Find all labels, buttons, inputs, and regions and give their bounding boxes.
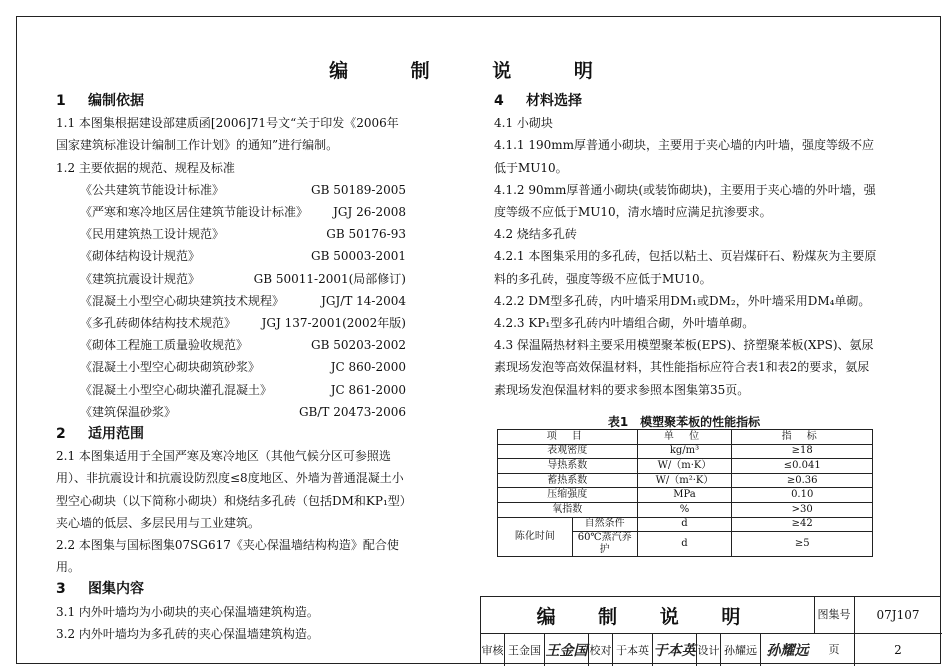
standard-item: 《民用建筑热工设计规范》 GB 50176-93 bbox=[80, 227, 406, 242]
aging-label: 陈化时间 bbox=[498, 517, 573, 557]
signature-row bbox=[481, 633, 814, 666]
section-3-heading: 3 图集内容 bbox=[56, 581, 144, 598]
page-title: 编 制 说 明 bbox=[329, 60, 621, 82]
header-index: 指 标 bbox=[732, 430, 873, 445]
para-1-1: 1.1 本图集根据建设部建质函[2006]71号文“关于印发《2006年国家建筑标准设计编制工作计划》的通知”进行编制。 bbox=[56, 116, 399, 153]
atlas-number-label: 图集号 bbox=[814, 597, 855, 633]
checker-name: 于本英 bbox=[613, 634, 653, 666]
check-label: 校对 bbox=[589, 634, 613, 666]
designer-signature: 孙耀远 bbox=[766, 643, 809, 659]
checker-signature: 于本英 bbox=[653, 634, 697, 666]
designer-name: 孙耀远 bbox=[721, 634, 761, 666]
para-4-1-1: 4.1.1 190mm厚普通小砌块，主要用于夹心墙的内叶墙，强度等级不应低于MU10。 bbox=[494, 138, 875, 175]
standard-item: 《混凝土小型空心砌块灌孔混凝土》 JC 861-2000 bbox=[80, 382, 406, 397]
header-unit: 单 位 bbox=[637, 430, 732, 445]
para-2-1: 2.1 本图集适用于全国严寒及寒冷地区（其他气候分区可参照选用）、非抗震设计和抗震设防烈度≤8度地区、外墙为普通混凝土小型空心砌块（以下简称小砌块）和烧结多孔砖（包括DM和KP₁型）夹心墙的低层、多层民用与工业建筑。 bbox=[56, 449, 406, 530]
section-1-heading: 1 编制依据 bbox=[56, 93, 144, 109]
para-4-1: 4.1 小砌块 bbox=[494, 116, 553, 131]
standard-item: 《多孔砖砌体结构技术规范》 JGJ 137-2001(2002年版) bbox=[80, 316, 406, 331]
standard-item: 《混凝土小型空心砌块砌筑砂浆》 JC 860-2000 bbox=[80, 360, 406, 375]
header-item: 项 目 bbox=[498, 430, 638, 445]
para-4-2: 4.2 烧结多孔砖 bbox=[494, 227, 577, 242]
standard-item: 《砌体结构设计规范》 GB 50003-2001 bbox=[80, 249, 406, 264]
para-4-3: 4.3 保温隔热材料主要采用模塑聚苯板(EPS)、挤塑聚苯板(XPS)、氨尿素现场发泡等高效保温材料，其性能指标应符合表1和表2的要求，氨尿素现场发泡保温材料的要求参照本图集第35页。 bbox=[494, 338, 874, 397]
standard-item: 《砌体工程施工质量验收规范》 GB 50203-2002 bbox=[80, 338, 406, 353]
para-4-2-3: 4.2.3 KP₁型多孔砖内叶墙组合砌，外叶墙单砌。 bbox=[494, 316, 755, 331]
standard-item: 《严寒和寒冷地区居住建筑节能设计标准》 JGJ 26-2008 bbox=[80, 205, 406, 220]
reviewer-name: 王金国 bbox=[505, 634, 545, 666]
atlas-number: 07J107 bbox=[876, 608, 920, 622]
review-label: 审核 bbox=[481, 634, 505, 666]
para-3-1: 3.1 内外叶墙均为小砌块的夹心保温墙建筑构造。 bbox=[56, 604, 319, 619]
standard-item: 《公共建筑节能设计标准》 GB 50189-2005 bbox=[80, 182, 406, 197]
table-row: 陈化时间 自然条件 d ≥42 bbox=[498, 517, 873, 532]
performance-table bbox=[497, 429, 873, 557]
page-label: 页 bbox=[814, 633, 855, 666]
page-number: 2 bbox=[854, 633, 942, 666]
table-row: 氧指数 % >30 bbox=[498, 502, 873, 517]
title-block-title: 编 制 说 明 bbox=[481, 597, 815, 633]
title-block bbox=[480, 596, 941, 664]
para-3-2: 3.2 内外叶墙均为多孔砖的夹心保温墙建筑构造。 bbox=[56, 626, 319, 641]
table-caption: 表1 模塑聚苯板的性能指标 bbox=[607, 415, 761, 429]
para-4-1-2: 4.1.2 90mm厚普通小砌块(或装饰砌块)，主要用于夹心墙的外叶墙，强度等级不应低于MU10，清水墙时应满足抗渗要求。 bbox=[494, 182, 876, 220]
table-row: 蓄热系数 W/（m²·K） ≥0.36 bbox=[498, 473, 873, 488]
table-row: 导热系数 W/（m·K） ≤0.041 bbox=[498, 459, 873, 474]
standard-item: 《建筑保温砂浆》 GB/T 20473-2006 bbox=[80, 404, 406, 419]
para-4-2-2: 4.2.2 DM型多孔砖，内叶墙采用DM₁或DM₂，外叶墙采用DM₄单砌。 bbox=[494, 293, 871, 308]
design-label: 设计 bbox=[697, 634, 721, 666]
para-4-2-1: 4.2.1 本图集采用的多孔砖，包括以粘土、页岩煤矸石、粉煤灰为主要原料的多孔砖，强度等级不应低于MU10。 bbox=[494, 249, 877, 286]
table-row: 压缩强度 MPa 0.10 bbox=[498, 488, 873, 503]
para-2-2: 2.2 本图集与国标图集07SG617《夹心保温墙结构构造》配合使用。 bbox=[56, 538, 399, 575]
standard-item: 《混凝土小型空心砌块建筑技术规程》 JGJ/T 14-2004 bbox=[80, 293, 406, 308]
table-row: 60℃蒸汽养护 d ≥5 bbox=[498, 532, 873, 557]
section-2-heading: 2 适用范围 bbox=[56, 426, 144, 443]
table-row: 表观密度 kg/m³ ≥18 bbox=[498, 444, 873, 459]
table-header-row bbox=[498, 430, 873, 445]
reviewer-signature: 王金国 bbox=[545, 634, 589, 666]
para-1-2: 1.2 主要依据的规范、规程及标准 bbox=[56, 160, 235, 175]
section-4-heading: 4 材料选择 bbox=[494, 93, 582, 109]
right-column bbox=[494, 90, 880, 401]
left-column bbox=[56, 90, 406, 645]
standard-item: 《建筑抗震设计规范》 GB 50011-2001(局部修订) bbox=[80, 271, 406, 286]
